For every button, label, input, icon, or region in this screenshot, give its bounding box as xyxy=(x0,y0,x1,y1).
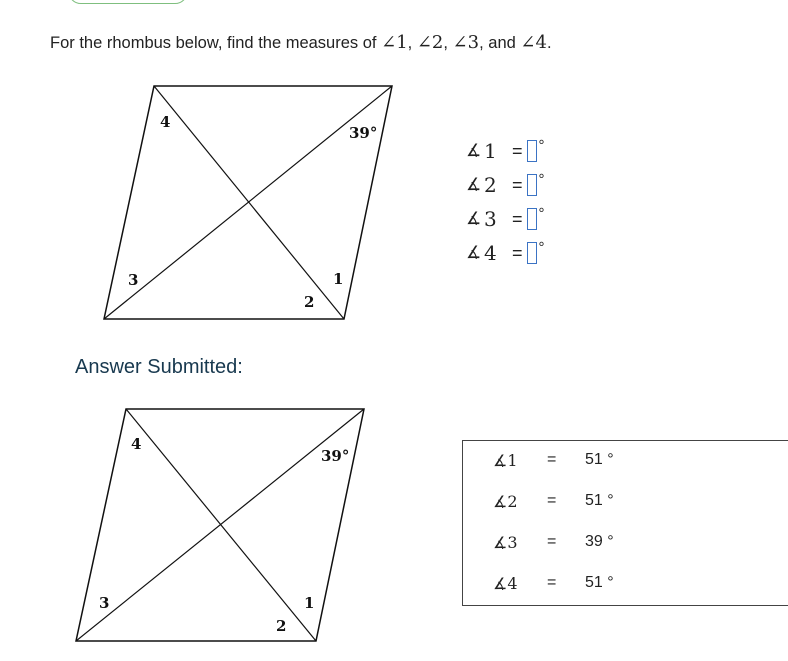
answer-submitted-heading: Answer Submitted: xyxy=(75,356,243,378)
answer-angle-label: ∡2 xyxy=(493,491,518,511)
angle-label-2: 2 xyxy=(304,293,315,311)
angle-label-given: 39° xyxy=(321,447,350,465)
angle-label-4: 4 xyxy=(160,113,171,131)
angle-3-input[interactable] xyxy=(527,208,537,230)
angle-symbol: ∡ xyxy=(466,141,482,161)
angle-number: 1 xyxy=(484,139,497,163)
angle-input-row xyxy=(466,236,545,270)
answer-equals: = xyxy=(547,492,557,509)
rhombus-diagonal-1 xyxy=(126,409,316,641)
answer-value: 51 ° xyxy=(585,492,614,509)
angle-input-row xyxy=(466,168,545,202)
angle-input-row xyxy=(466,202,545,236)
equals-sign: = xyxy=(512,174,523,195)
answer-value: 51 ° xyxy=(585,451,614,468)
answer-angle-label: ∡4 xyxy=(493,573,518,593)
degree-unit: ° xyxy=(538,204,545,222)
angle-2-input[interactable] xyxy=(527,174,537,196)
answer-value: 39 ° xyxy=(585,533,614,550)
angle-label-given: 39° xyxy=(349,124,378,142)
angle-4-input[interactable] xyxy=(527,242,537,264)
answer-angle-label: ∡3 xyxy=(493,532,518,552)
angle-label-2: 2 xyxy=(276,617,287,635)
answer-equals: = xyxy=(547,574,557,591)
angle-label-4: 4 xyxy=(131,435,142,453)
answer-equals: = xyxy=(547,451,557,468)
answer-value: 51 ° xyxy=(585,574,614,591)
angle-symbol: ∡ xyxy=(466,175,482,195)
angle-inputs xyxy=(466,134,545,270)
angle-1-input[interactable] xyxy=(527,140,537,162)
degree-unit: ° xyxy=(538,136,545,154)
question-angle-1: ∠1 xyxy=(381,32,408,53)
angle-input-row xyxy=(466,134,545,168)
degree-unit: ° xyxy=(538,238,545,256)
answer-equals: = xyxy=(547,533,557,550)
equals-sign: = xyxy=(512,208,523,229)
angle-label-3: 3 xyxy=(99,594,110,612)
question-angle-4: ∠4 xyxy=(520,32,547,53)
question-angle-2: ∠2 xyxy=(416,32,444,53)
question-suffix: . xyxy=(546,34,552,52)
answer-angle-label: ∡1 xyxy=(493,450,518,470)
question-angle-3: ∠3 xyxy=(452,32,480,53)
equals-sign: = xyxy=(512,140,523,161)
question-sep-2: , xyxy=(443,34,453,52)
question-sep-1: , xyxy=(407,34,417,52)
equals-sign: = xyxy=(512,242,523,263)
angle-number: 4 xyxy=(484,241,497,265)
angle-label-1: 1 xyxy=(333,270,344,288)
degree-unit: ° xyxy=(538,170,545,188)
angle-label-3: 3 xyxy=(128,271,139,289)
question-sep-3: , and xyxy=(479,34,521,52)
angle-label-1: 1 xyxy=(304,594,315,612)
question-prefix: For the rhombus below, find the measures of xyxy=(50,34,377,52)
angle-number: 3 xyxy=(484,207,497,231)
submitted-answers-table xyxy=(462,440,788,606)
angle-symbol: ∡ xyxy=(466,209,482,229)
angle-symbol: ∡ xyxy=(466,243,482,263)
angle-number: 2 xyxy=(484,173,497,197)
